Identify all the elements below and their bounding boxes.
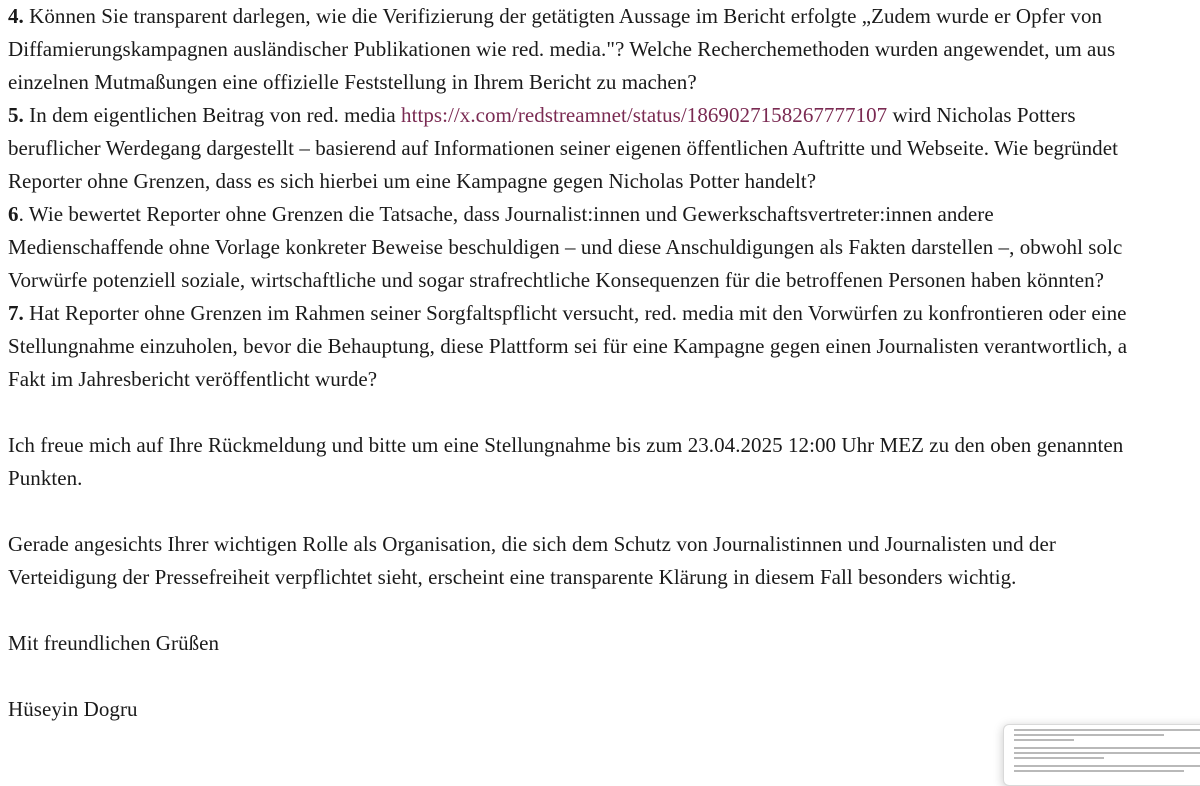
question-number: 5. (8, 103, 24, 127)
text-line (8, 198, 1200, 231)
question-text: In dem eigentlichen Beitrag von red. media (29, 103, 402, 127)
text-line: Gerade angesichts Ihrer wichtigen Rolle als Organisation, die sich dem Schutz von Journalistinnen und Journalisten und der (8, 532, 1056, 556)
question-number: 4. (8, 4, 24, 28)
text-line (8, 0, 1200, 33)
text-line (8, 99, 1200, 132)
screenshot-thumbnail-preview[interactable] (1003, 724, 1200, 786)
signature: Hüseyin Dogru (8, 697, 138, 721)
thumbnail-line (1014, 734, 1164, 736)
spacer (8, 495, 1200, 528)
thumbnail-line (1014, 770, 1184, 772)
thumbnail-line (1014, 729, 1200, 731)
question-7 (8, 297, 1200, 396)
text-line: Diffamierungskampagnen ausländischer Publikationen wie red. media."? Welche Recherchemethoden wurden angewendet, um aus (8, 37, 1116, 61)
text-line (8, 297, 1200, 330)
text-line: Punkten. (8, 466, 83, 490)
thumbnail-line (1014, 757, 1104, 759)
text-line: Vorwürfe potenziell soziale, wirtschaftliche und sogar strafrechtliche Konsequenzen für die betroffenen Personen haben könnten? (8, 268, 1105, 292)
text-line: Medienschaffende ohne Vorlage konkreter Beweise beschuldigen – und diese Anschuldigungen als Fakten darstellen –, obwohl solc (8, 235, 1123, 259)
role-paragraph (8, 528, 1200, 594)
question-6 (8, 198, 1200, 297)
letter-body (8, 0, 1200, 726)
text-line: Reporter ohne Grenzen, dass es sich hierbei um eine Kampagne gegen Nicholas Potter handelt? (8, 169, 817, 193)
question-number: 7. (8, 301, 24, 325)
question-number: 6 (8, 202, 19, 226)
question-text: wird Nicholas Potters (887, 103, 1076, 127)
thumbnail-line (1014, 747, 1200, 749)
text-line: Fakt im Jahresbericht veröffentlicht wurde? (8, 367, 378, 391)
text-line: Ich freue mich auf Ihre Rückmeldung und bitte um eine Stellungnahme bis zum 23.04.2025 12:00 Uhr MEZ zu den oben genannten (8, 433, 1124, 457)
spacer (8, 660, 1200, 693)
question-text: Können Sie transparent darlegen, wie die Verifizierung der getätigten Aussage im Bericht erfolgte „Zudem wurde er Opfer von (29, 4, 1103, 28)
thumbnail-page (1014, 729, 1200, 775)
text-line: einzelnen Mutmaßungen eine offizielle Feststellung in Ihrem Bericht zu machen? (8, 70, 697, 94)
spacer (8, 396, 1200, 429)
question-text: Hat Reporter ohne Grenzen im Rahmen seiner Sorgfaltspflicht versucht, red. media mit den Vorwürfen zu konfrontieren oder eine (29, 301, 1127, 325)
text-line: Verteidigung der Pressefreiheit verpflichtet sieht, erscheint eine transparente Klärung in diesem Fall besonders wichtig. (8, 565, 1017, 589)
thumbnail-line (1014, 739, 1074, 741)
question-text: . Wie bewertet Reporter ohne Grenzen die Tatsache, dass Journalist:innen und Gewerkschaftsvertreter:innen andere (18, 202, 994, 226)
thumbnail-line (1014, 752, 1200, 754)
status-link[interactable]: https://x.com/redstreamnet/status/1869027158267777107 (401, 103, 888, 127)
question-5 (8, 99, 1200, 198)
text-line: beruflicher Werdegang dargestellt – basierend auf Informationen seiner eigenen öffentlichen Auftritte und Webseite. Wie begründet (8, 136, 1118, 160)
thumbnail-line (1014, 765, 1200, 767)
text-line: Stellungnahme einzuholen, bevor die Behauptung, diese Plattform sei für eine Kampagne gegen einen Journalisten verantwortlich, a (8, 334, 1128, 358)
feedback-paragraph (8, 429, 1200, 495)
question-4 (8, 0, 1200, 99)
closing-line: Mit freundlichen Grüßen (8, 631, 220, 655)
spacer (8, 594, 1200, 627)
